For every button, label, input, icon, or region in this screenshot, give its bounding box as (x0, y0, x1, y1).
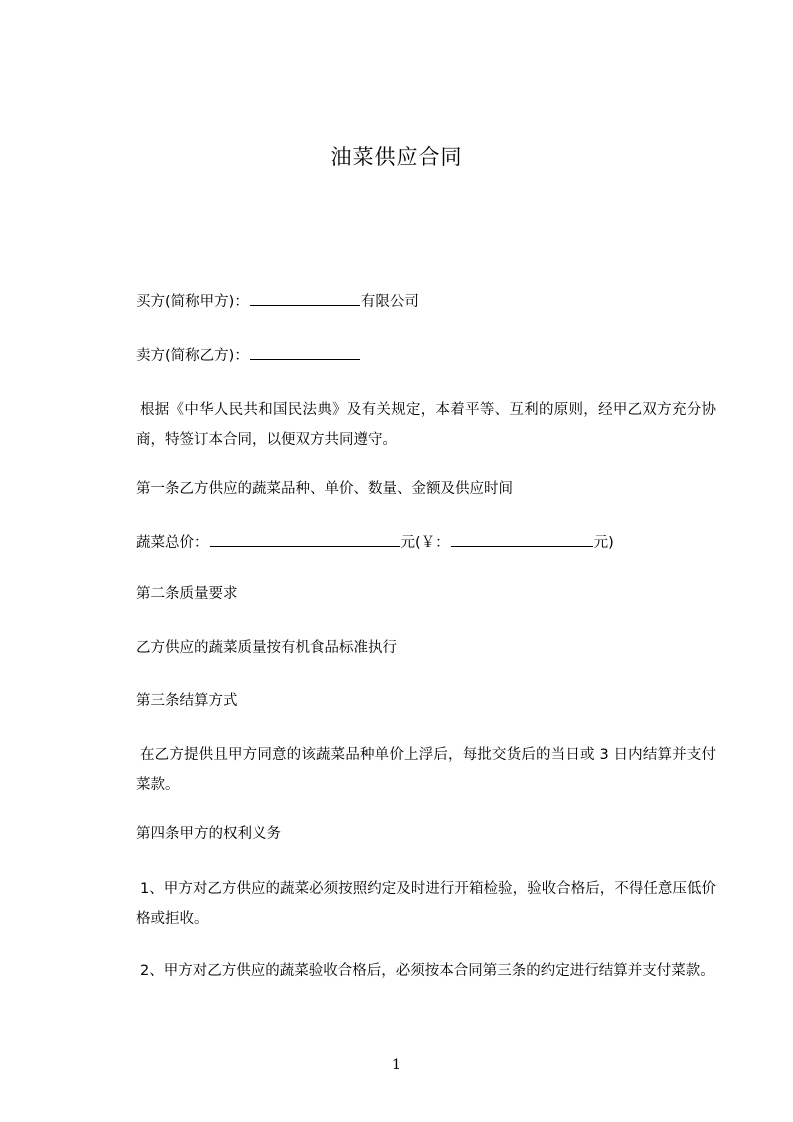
total-price-label: 蔬菜总价： (136, 535, 209, 551)
buyer-blank (250, 290, 360, 306)
article-4-item-1: 1、甲方对乙方供应的蔬菜必须按照约定及时进行开箱检验，验收合格后，不得任意压低价格或拒收。 (136, 881, 716, 927)
page-number: 1 (392, 1057, 401, 1073)
total-price-line (136, 531, 614, 554)
total-price-end: 元) (593, 535, 614, 551)
article-2-heading: 第二条质量要求 (136, 586, 238, 602)
total-price-blank (210, 531, 400, 547)
buyer-line (136, 290, 419, 313)
total-price-number-blank (451, 531, 593, 547)
seller-blank (250, 344, 360, 360)
buyer-suffix: 有限公司 (360, 294, 419, 310)
article-4-item-2: 2、甲方对乙方供应的蔬菜验收合格后，必须按本合同第三条的约定进行结算并支付菜款。 (140, 963, 715, 979)
intro-paragraph: 根据《中华人民共和国民法典》及有关规定，本着平等、互利的原则，经甲乙双方充分协商，特签订本合同，以便双方共同遵守。 (136, 402, 716, 448)
total-price-mid: 元(￥： (400, 535, 450, 551)
article-3-body: 在乙方提供且甲方同意的该蔬菜品种单价上浮后，每批交货后的当日或 3 日内结算并支付菜款。 (136, 747, 716, 793)
document-title: 油菜供应合同 (330, 145, 463, 169)
seller-label: 卖方(简称乙方)： (136, 348, 249, 364)
article-4-heading: 第四条甲方的权利义务 (136, 826, 281, 842)
buyer-label: 买方(简称甲方)： (136, 294, 249, 310)
article-3-heading: 第三条结算方式 (136, 693, 238, 709)
article-1-heading: 第一条乙方供应的蔬菜品种、单价、数量、金额及供应时间 (136, 481, 513, 497)
seller-line (136, 344, 361, 367)
article-2-body: 乙方供应的蔬菜质量按有机食品标准执行 (136, 640, 397, 656)
